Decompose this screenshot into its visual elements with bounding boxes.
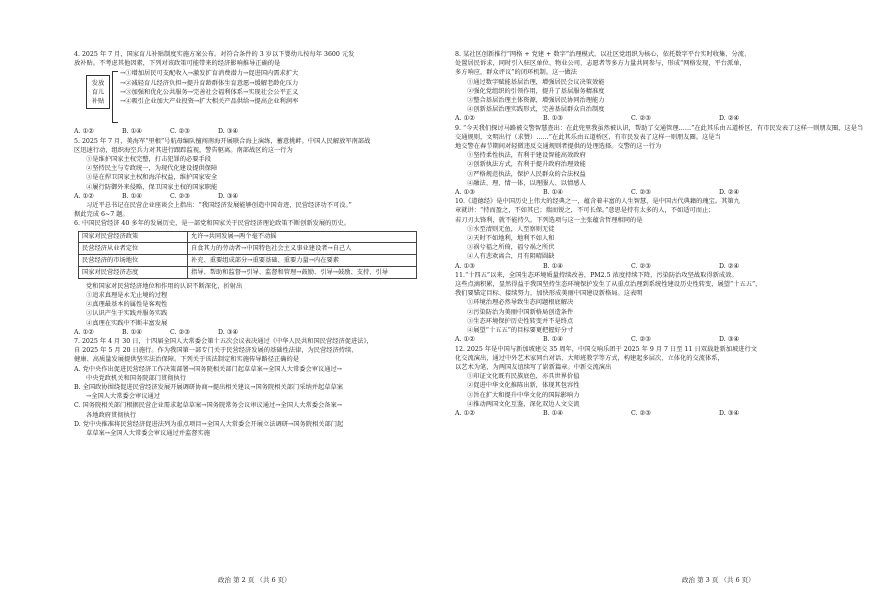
q12-stem-line: 以艺术为笔，为两国友谊续写了崭新篇章。中新交流演出	[455, 363, 612, 371]
q9-options	[455, 188, 818, 197]
q5-item: ③是在捍卫国家主权和海洋权益，维护国家安全	[86, 174, 218, 182]
q5-stem-line: 5. 2025 年 7 月，美海军“里根”号航母编队擅闯南海开展联合海上演练，蓄意挑衅。中国人民解放军南部战	[74, 137, 371, 145]
q8-stem-line: 多方响应，群众评议”的闭环机制。这一做法	[455, 69, 577, 77]
q9-item: ④融法、理、情一体，以理服人、以情感人	[467, 179, 586, 187]
q8-option-b: B. ①③	[543, 115, 563, 123]
q5-option-a: A. ①②	[74, 192, 94, 200]
q12-item: ①印证文化既有民族底色，亦具世界价值	[467, 373, 580, 381]
page-footer-right: 政治 第 3 页 （共 6 页）	[682, 576, 755, 584]
q12-option-d: D. ③④	[719, 409, 739, 417]
question-9	[455, 124, 864, 198]
q6-policy-table	[78, 231, 417, 279]
q4-option-a: A. ①②	[74, 128, 94, 136]
question-5	[74, 137, 438, 201]
q10-option-c: C. ②③	[631, 262, 651, 270]
q6-option-b: B. ①④	[122, 328, 142, 336]
q4-diagram-box	[86, 75, 110, 109]
table-row	[79, 255, 417, 267]
q12-item: ③旨在扩大和提升中华文化的国际影响力	[467, 391, 580, 399]
q11-option-b: B. ①④	[543, 336, 563, 344]
q11-item: ③生态环境保护历史性转变并不是终点	[467, 317, 574, 325]
q8-option-d: D. ②④	[719, 115, 739, 123]
q7-stem-line: 自 2025 年 5 月 20 日施行。作为我国第一部专门关于民营经济发展的基础性法律，为民营经济持续、	[74, 347, 358, 355]
q5-item: ①是维护国家主权完整，打击犯罪的必要手段	[86, 156, 211, 164]
q4-item: →③加强和优化公共服务→完善社会福利体系→实现社会公平正义	[120, 88, 299, 96]
q4-diagram-label: 补贴	[91, 98, 105, 106]
q10-stem-line: 章就讲：“持而盈之，不如其已；揣而锐之，不可长保。”意思是持有太多的人，不如适可而止；	[455, 207, 715, 215]
q5-item: ④履行防御外来侵略，保卫国家主权的国家职能	[86, 183, 218, 191]
q10-option-d: D. ②④	[719, 262, 739, 270]
q12-item: ②促进中华文化推陈出新，体现其包容性	[467, 382, 580, 390]
table-cell: 补充、重要组成部分→重要基础、重要力量→内在要素	[188, 255, 417, 267]
q5-option-d: D. ③④	[218, 192, 238, 200]
table-row-header: 国家对民营经济态度	[79, 267, 188, 279]
q11-option-a: A. ①②	[455, 336, 475, 344]
q10-item: ①水至清则无鱼，人至察则无徒	[467, 225, 555, 233]
table-cell: 自食其力的劳动者→中国特色社会主义事业建设者→自己人	[188, 243, 417, 255]
q4-diagram-bracket	[112, 71, 118, 123]
q7-stem-line: 7. 2025 年 4 月 30 日，十四届全国人大常委会第十五次会议表决通过《中华人民共和国民营经济促进法》，	[74, 338, 373, 346]
q8-option-a: A. ①②	[455, 115, 475, 123]
q12-stem-line: 12. 2025 年是中国与新加坡建交 35 周年，中国交响乐团于 2025 年 9 月 7 日至 11 日双载赴新加坡进行文	[455, 345, 757, 353]
table-row-header: 民营经济从业者定位	[79, 243, 188, 255]
q11-options	[455, 335, 818, 344]
q7-stem-line: 健康、高质量发展提供坚实法治保障。下列关于该法制定和实施传导路径正确的是	[74, 356, 299, 364]
q11-option-d: D. ③④	[719, 336, 739, 344]
q4-option-b: B. ①④	[122, 128, 142, 136]
q6-item: ④真理在实践中不断丰富发展	[86, 319, 168, 327]
q7-option-a: A. 党中央作出促进民营经济工作决策部署→国务院相关部门起草草案→全国人大常委会审议通过→	[74, 365, 342, 373]
q9-option-d: D. ②④	[719, 189, 739, 197]
question-6	[74, 219, 438, 337]
q9-option-c: C. ②③	[631, 189, 651, 197]
q10-item: ②天时不如地利，地利不如人和	[467, 235, 555, 243]
q4-diagram	[80, 69, 438, 125]
q5-item: ②坚持民主与专政统一，为现代化建设提供保障	[86, 165, 218, 173]
q67-intro-line: 据此完成 6~7 题。	[74, 211, 129, 219]
q11-item: ①环境治理必然导致生态问题根底解决	[467, 299, 574, 307]
question-10	[455, 197, 818, 271]
question-11	[455, 271, 818, 345]
q4-item: →②减轻育儿经济负担→提升育龄群体生育意愿→缓解老龄化压力	[120, 79, 299, 87]
q4-item: →①增加居民可支配收入→激发扩育消费潜力→促进国内需求扩大	[120, 70, 299, 78]
q5-option-c: C. ②③	[170, 192, 190, 200]
q12-item: ④推动两国文化互鉴，深化双边人文交流	[467, 400, 580, 408]
q7-option-c: C. 国务院相关部门根据民营企业需求起草草案→国务院常务会议审议通过→全国人大常委会备案→	[74, 402, 342, 410]
q6-after-line: 党和国家对民营经济地位和作用的认识不断深化，折射出	[86, 282, 243, 290]
q5-stem-line: 区迅速行动，组织海空兵力对其进行跟踪监视，警告驱离。南部战区的这一行为	[74, 146, 293, 154]
q9-option-b: B. ①④	[543, 189, 563, 197]
q8-item: ③整合基层治理主体资源，增强居民协同治理能力	[467, 97, 605, 105]
q5-option-b: B. ①④	[122, 192, 142, 200]
q8-option-c: C. ②③	[631, 115, 651, 123]
q4-diagram-label: 育儿	[91, 89, 105, 97]
q9-stem-line: 交通规则，文明出行（求赞）……”在此其乐由五道桥区，有市民发表了这样一则朋友圈。这是当	[455, 133, 721, 141]
q9-item: ①坚持柔性执法，有利于建设智能高效政府	[467, 152, 586, 160]
q11-stem-line: 我们要锚定目标、接续努力，加快形成美丽中国建设新格局。这表明	[455, 290, 643, 298]
q9-stem-line: 9. “今天我们探讨马路被交警智慧查出：在此兜里我虽然被认识，帮助了交通管理……”在此其乐由五道桥区，有市民发表了这样一则朋友圈，这是当	[455, 124, 864, 132]
q8-item: ①通过数字赋能基层治理，增强居民会议决策效能	[467, 78, 605, 86]
q10-stem-line: 10.《道德经》是中国历史上伟大的经典之一，蕴含着丰富的人生智慧，是中国古代典籍的瑰宝。其第九	[455, 198, 740, 206]
right-column	[455, 50, 864, 418]
table-row	[79, 231, 417, 243]
q9-item: ③严格规范执法，保护人民群众的合法权益	[467, 170, 586, 178]
q10-option-a: A. ①③	[455, 262, 475, 270]
question-12	[455, 345, 818, 419]
q7-option-b: B. 全国政协围绕促进民营经济发展开展调研协商→提出相关建议→国务院相关部门采纳并起草草案	[74, 384, 344, 392]
question-4	[74, 50, 438, 137]
q4-option-d: D. ③④	[218, 128, 238, 136]
q8-item: ②强化党组织的引领作用，提升了基层服务精准度	[467, 87, 605, 95]
table-row-header: 民营经济的市场地位	[79, 255, 188, 267]
q7-option-d: D. 党中央推准将民营经济促进法列为重点项目→全国人大常委会开展立法调研→国务院相关部门起	[74, 420, 344, 428]
q10-item: ③祸兮福之所倚，福兮祸之所伏	[467, 244, 555, 252]
q4-diagram-label: 发放	[91, 80, 105, 88]
q10-option-b: B. ①④	[543, 262, 563, 270]
q7-option-b-cont: →全国人大常委会审议通过	[86, 393, 160, 401]
q6-option-d: D. ③④	[218, 328, 238, 336]
q11-option-c: C. ②③	[631, 336, 651, 344]
q6-stem-line: 6. 中国民营经济 40 多年的发展历史，是一部党和国家关于民营经济理论政策不断创新发展的历史。	[74, 220, 351, 228]
q11-item: ②污染防治为美丽中国新格局创造条件	[467, 308, 574, 316]
q4-stem-line: 放补贴。不考虑其他因素，下列对该政策可能带来的经济影响推导正确的是	[74, 60, 281, 68]
q4-diagram-items	[120, 69, 298, 106]
q12-options	[455, 409, 818, 418]
question-8	[455, 50, 818, 124]
table-row	[79, 267, 417, 279]
question-7	[74, 337, 438, 438]
q11-item: ④展望“十五五”的目标要更把握好分寸	[467, 327, 574, 335]
q8-item: ④创新基层治理实践形式，完善基层群众自治制度	[467, 106, 605, 114]
q7-option-a-cont: 中央党政机关和国务院部门贯彻执行	[86, 374, 186, 382]
q4-option-c: C. ②③	[170, 128, 190, 136]
table-cell: 指导、帮助和监督→引导、监督和管理→鼓励、引导→鼓励、支持、引导	[188, 267, 417, 279]
q6-item: ①追求真理是永无止境的过程	[86, 292, 168, 300]
q12-option-b: B. ①④	[543, 409, 563, 417]
q6-option-c: C. ②③	[170, 328, 190, 336]
q10-options	[455, 262, 818, 271]
q6-option-a: A. ①②	[74, 328, 94, 336]
q6-7-intro	[74, 201, 438, 219]
q4-stem-line: 4. 2025 年 7 月，国家育儿补贴制度实施方案公布。对符合条件的 3 岁以下婴幼儿按每年 3600 元发	[74, 51, 355, 58]
q4-item: →④吸引企业加大产业投资→扩大相关产品供给→提高企业利润率	[120, 98, 299, 106]
q8-stem-line: 8. 某社区创新推行“网格 + 党建 + 数字”治理模式，以社区党组织为核心，依托数字平台实时收集、分流、	[455, 51, 751, 58]
q67-intro-line: 习近平总书记在民营企业座谈会上指出：“我国经济发展能够创造中国奇迹，民营经济功不可没。”	[86, 202, 352, 210]
q8-options	[455, 114, 818, 123]
q11-stem-line: 11.“十四五”以来，全国生态环境质量持续改善，PM2.5 浓度持续下降，污染防治攻坚战取得新成效。	[455, 271, 738, 279]
q12-option-c: C. ②③	[631, 409, 651, 417]
table-cell: 允许→共同发展→两个毫不动摇	[188, 231, 417, 243]
q9-item: ②创新执法方式，有利于提升政府治理效能	[467, 161, 586, 169]
table-row-header: 国家对民营经济政策	[79, 231, 188, 243]
q12-option-a: A. ①②	[455, 409, 475, 417]
q11-stem-line: 这些点滴积累，显然得益于我国坚持生态环境保护发生了从重点治理到系统性建设历史性转变，展望“十五五”，	[455, 281, 762, 289]
q8-stem-line: 处置居民诉求，同时引入驻区单位、物业公司、志愿者等多方力量共同参与，形成“网格发现，平台派单，	[455, 60, 746, 68]
q7-option-c-cont: 各地政府贯彻执行	[86, 411, 136, 419]
q10-item: ④人有悲欢离合，月有阴晴圆缺	[467, 253, 555, 261]
left-column	[74, 50, 438, 438]
q7-option-d-cont: 草草案→全国人大常委会审议通过并监督实施	[86, 430, 210, 438]
q12-stem-line: 化交流演出，通过中外艺术家同台对话、大师班教学等方式，构建起多层次、立体化的交流体系，	[455, 354, 724, 362]
q10-stem-line: 若刀刃太锋利，就不能持久。下列选项与这一主张蕴含哲理相同的是	[455, 216, 643, 224]
q9-stem-line: 地交警在春节期间对轻微违反交通规则者提供的处理选择。交警的这一行为	[455, 143, 662, 151]
q5-options	[74, 192, 438, 201]
page-footer-left: 政治 第 2 页 （共 6 页）	[218, 576, 291, 584]
q4-options	[74, 127, 438, 136]
q6-item: ②真理最基本的属性是客观性	[86, 301, 168, 309]
q6-options	[74, 328, 438, 337]
table-row	[79, 243, 417, 255]
q6-item: ③认识产生于实践并服务实践	[86, 310, 168, 318]
q9-option-a: A. ①③	[455, 189, 475, 197]
